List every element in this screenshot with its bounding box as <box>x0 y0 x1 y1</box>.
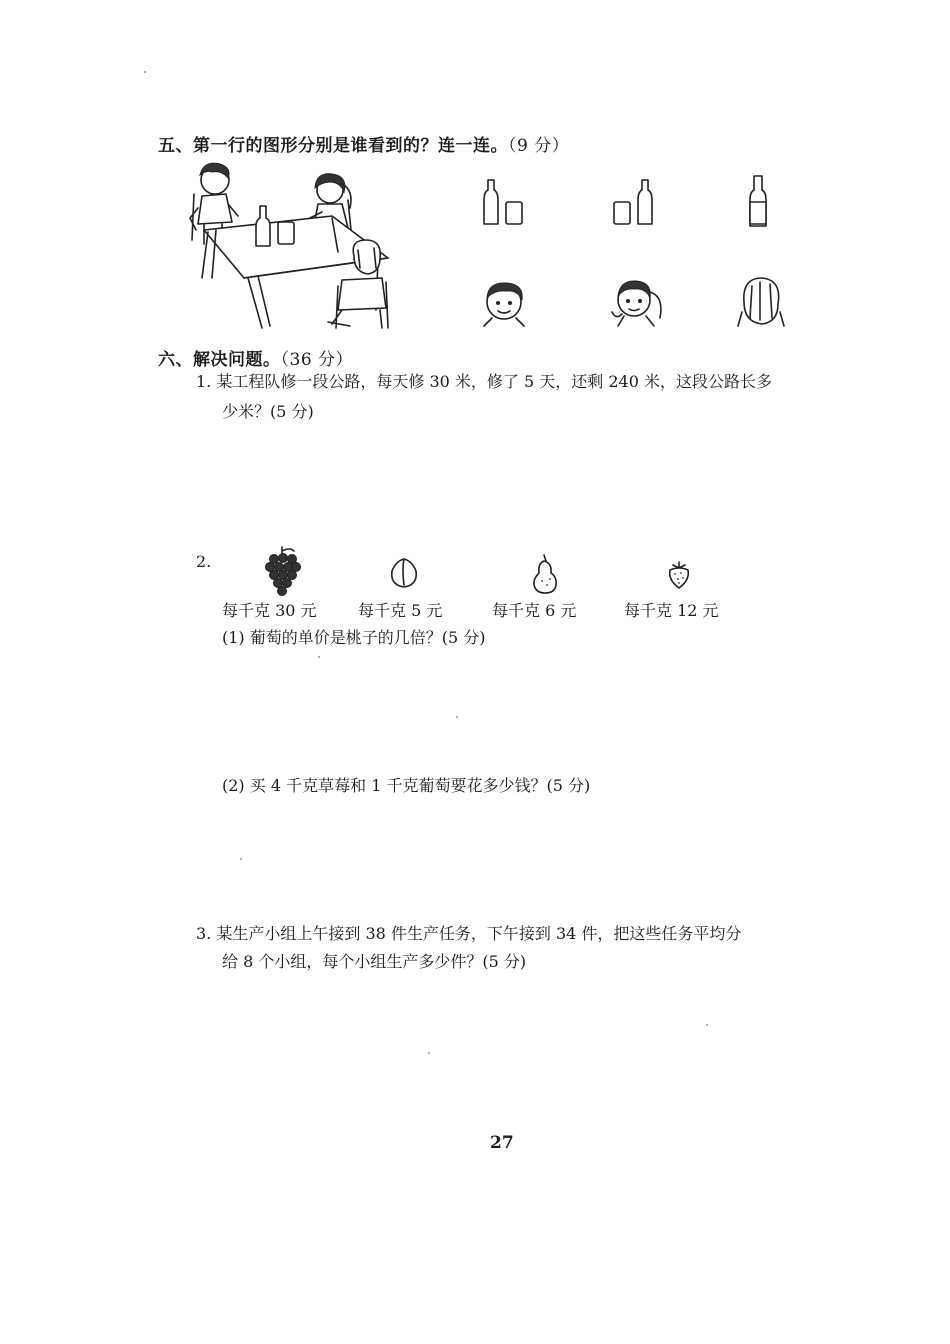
question-3 <box>196 920 741 947</box>
page-number: 27 <box>490 1133 514 1153</box>
peach-price: 每千克 5 元 <box>358 601 443 620</box>
view-bottle-front-icon <box>744 172 774 228</box>
view-cup-bottle-icon <box>610 176 660 226</box>
question-3-line1: 某生产小组上午接到 38 件生产任务，下午接到 34 件，把这些任务平均分 <box>216 924 742 943</box>
question-1-line1: 某工程队修一段公路，每天修 30 米，修了 5 天，还剩 240 米，这段公路长多 <box>216 372 772 391</box>
scan-speck <box>144 71 146 73</box>
boy-face-icon <box>478 278 534 328</box>
question-2-sub2: (2) 买 4 千克草莓和 1 千克葡萄要花多少钱？(5 分) <box>222 776 591 795</box>
girl-face-icon <box>606 274 668 328</box>
table-scene-illustration <box>182 160 397 332</box>
section6-title-text: 六、解决问题。 <box>158 350 281 370</box>
question-2-number: 2. <box>196 552 212 571</box>
section6-title <box>158 345 353 370</box>
scan-speck <box>240 858 242 860</box>
scan-speck <box>428 1052 430 1054</box>
pear-icon <box>530 553 560 595</box>
scan-speck <box>318 656 320 658</box>
scan-speck <box>456 716 458 718</box>
question-3-number: 3. <box>196 924 212 943</box>
strawberry-icon <box>666 560 692 590</box>
grape-price: 每千克 30 元 <box>222 601 317 620</box>
question-2-sub1: (1) 葡萄的单价是桃子的几倍？(5 分) <box>222 628 486 647</box>
view-bottle-cup-icon <box>478 176 528 226</box>
section6-score: （36 分） <box>280 350 354 370</box>
section5-score: （9 分） <box>508 136 570 156</box>
scan-speck <box>706 1024 708 1026</box>
question-3-line2: 给 8 个小组，每个小组生产多少件？(5 分) <box>222 952 527 971</box>
question-1-line2: 少米？(5 分) <box>222 402 314 421</box>
peach-icon <box>386 555 422 591</box>
question-1 <box>196 368 772 395</box>
pear-price: 每千克 6 元 <box>492 601 577 620</box>
grape-icon <box>262 545 302 597</box>
girl-back-head-icon <box>736 272 786 328</box>
question-1-number: 1. <box>196 372 212 391</box>
section5-title-text: 五、第一行的图形分别是谁看到的？连一连。 <box>158 136 508 156</box>
strawberry-price: 每千克 12 元 <box>624 601 719 620</box>
section5-title <box>158 131 569 156</box>
